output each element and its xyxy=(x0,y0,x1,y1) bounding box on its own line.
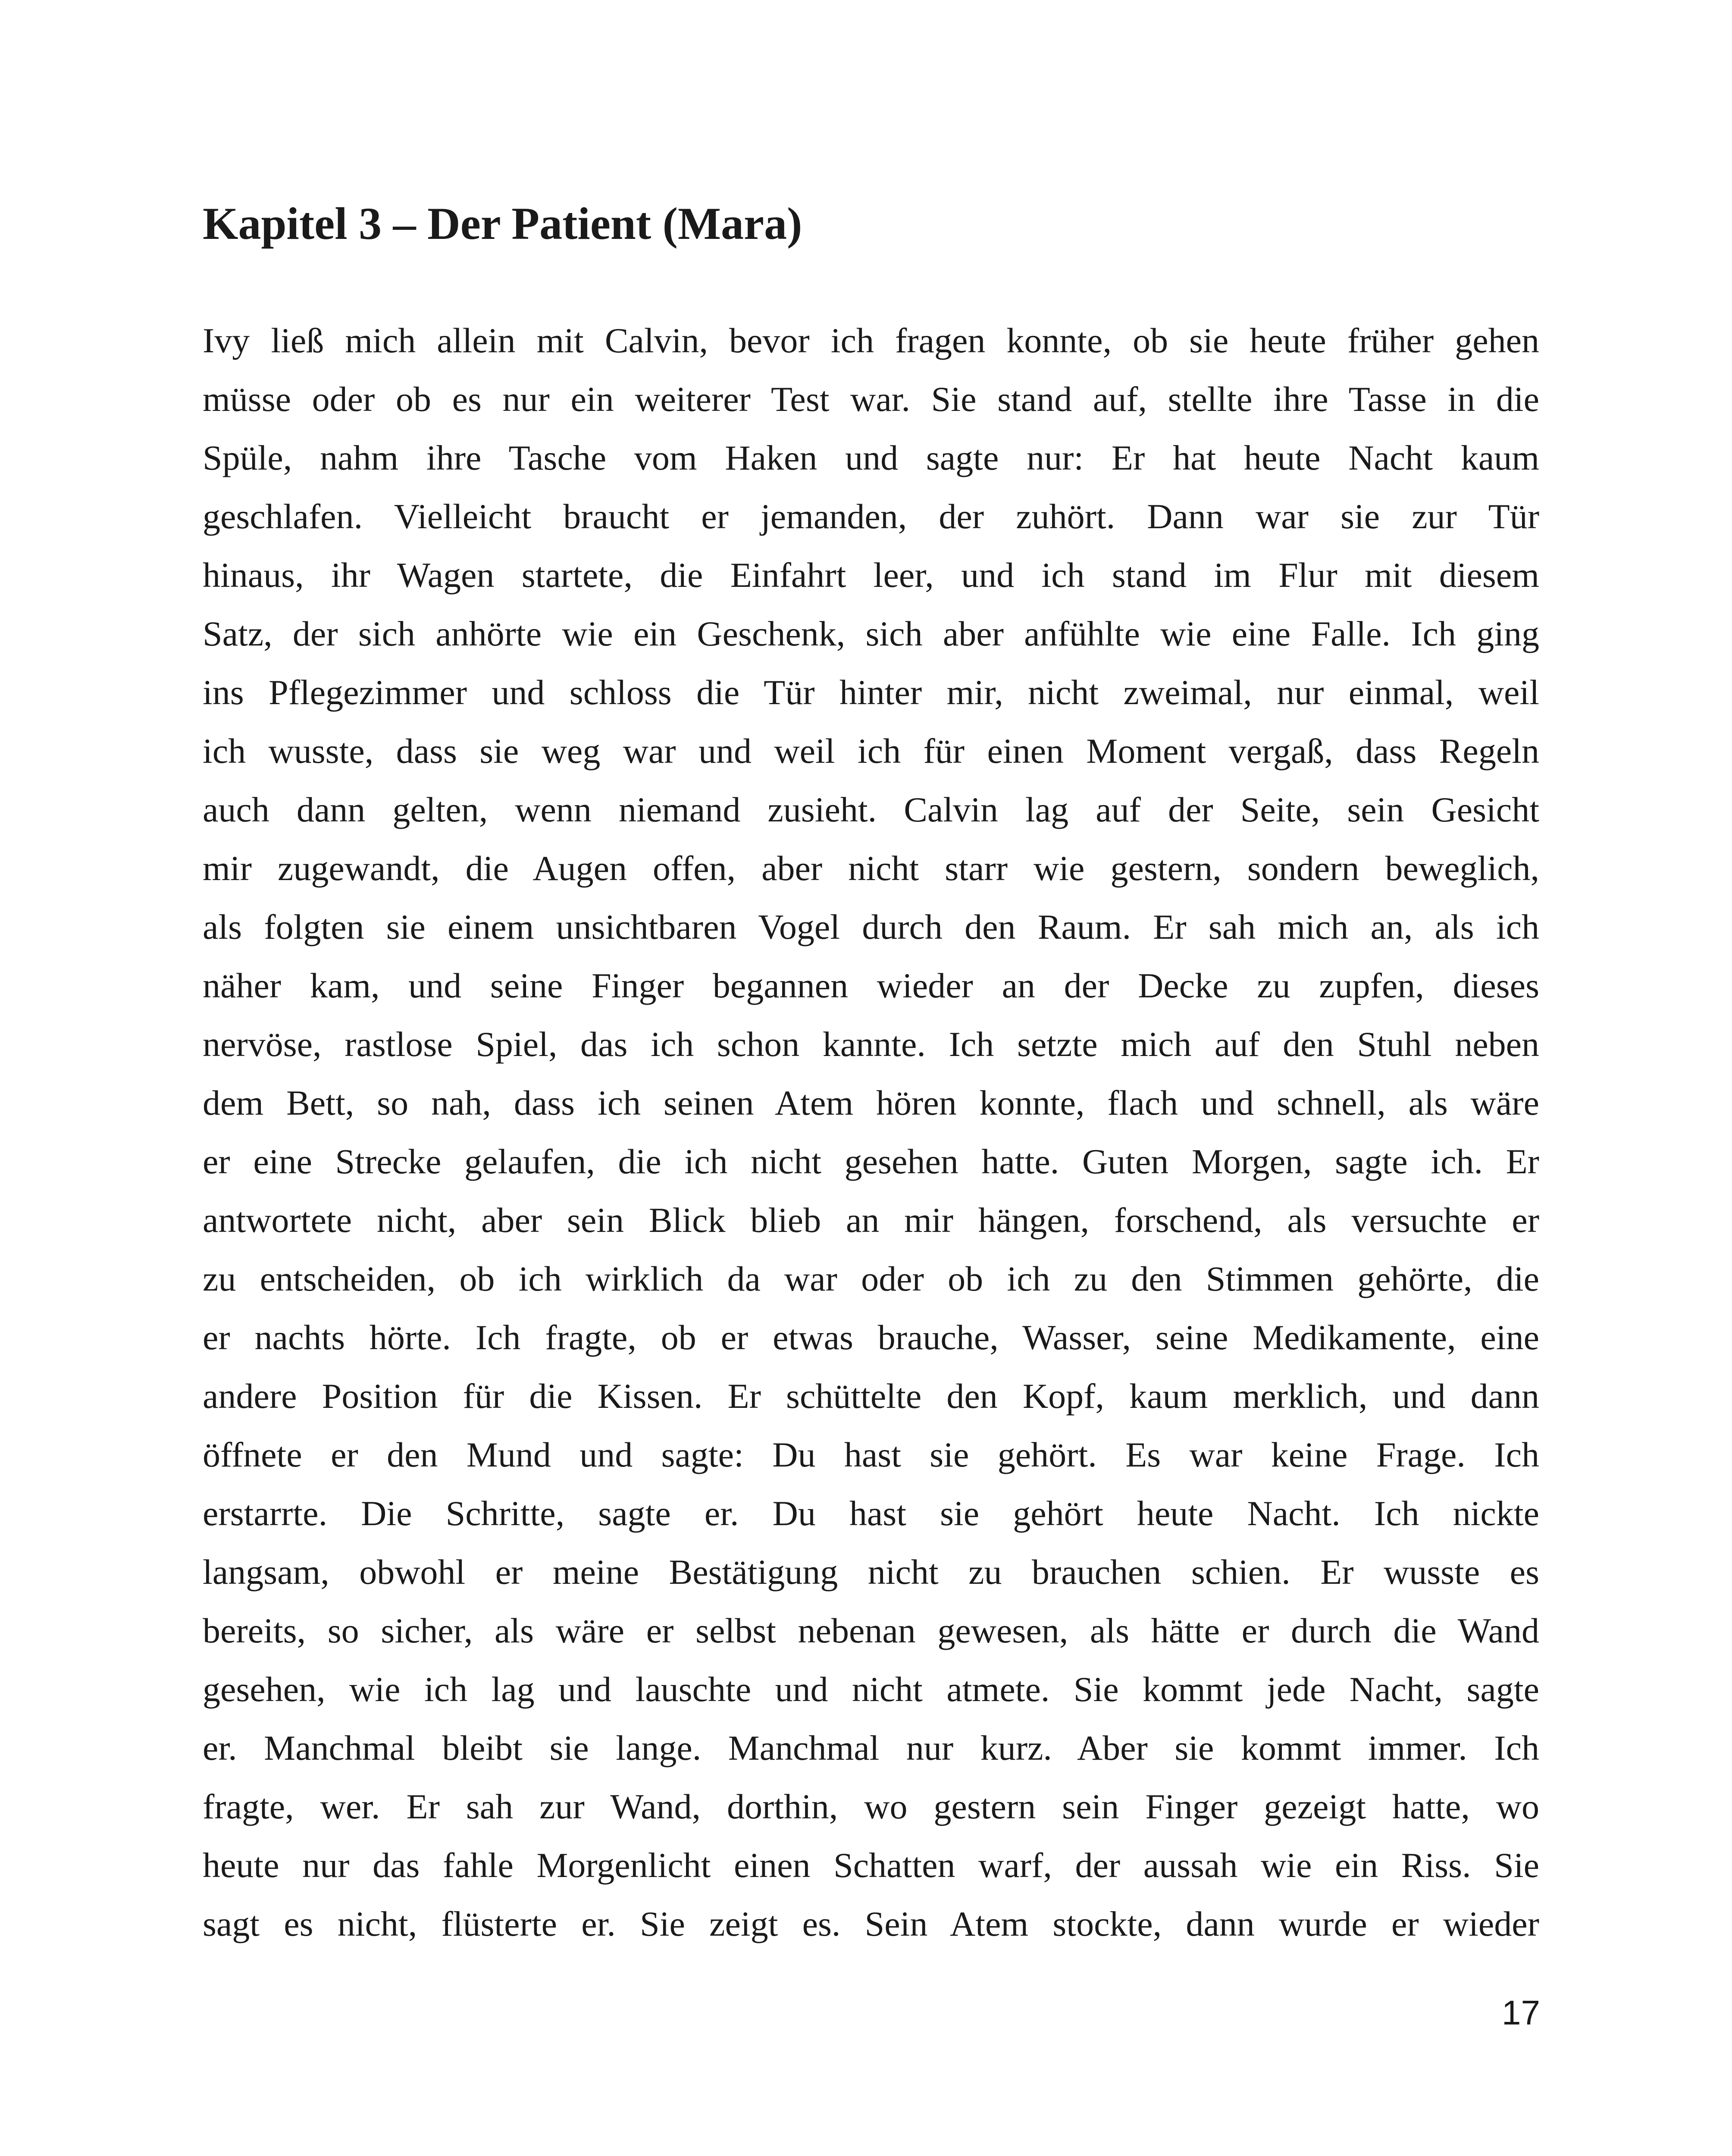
chapter-title: Kapitel 3 – Der Patient (Mara) xyxy=(203,198,802,249)
text-line: geschlafen. Vielleicht braucht er jemanden, der zuhört. Dann war sie zur Tür xyxy=(203,497,1539,536)
text-line: Satz, der sich anhörte wie ein Geschenk, sich aber anfühlte wie eine Falle. Ich ging xyxy=(203,614,1539,653)
text-line: er. Manchmal bleibt sie lange. Manchmal nur kurz. Aber sie kommt immer. Ich xyxy=(203,1728,1539,1767)
text-line: fragte, wer. Er sah zur Wand, dorthin, wo gestern sein Finger gezeigt hatte, wo xyxy=(203,1787,1539,1826)
text-line: dem Bett, so nah, dass ich seinen Atem hören konnte, flach und schnell, als wäre xyxy=(203,1083,1539,1122)
text-line: ich wusste, dass sie weg war und weil ich für einen Moment vergaß, dass Regeln xyxy=(203,731,1539,771)
text-line: Spüle, nahm ihre Tasche vom Haken und sagte nur: Er hat heute Nacht kaum xyxy=(203,438,1539,477)
text-line: öffnete er den Mund und sagte: Du hast sie gehört. Es war keine Frage. Ich xyxy=(203,1435,1539,1474)
text-line: andere Position für die Kissen. Er schüttelte den Kopf, kaum merklich, und dann xyxy=(203,1376,1539,1416)
text-line: nervöse, rastlose Spiel, das ich schon kannte. Ich setzte mich auf den Stuhl neben xyxy=(203,1025,1539,1064)
text-line: erstarrte. Die Schritte, sagte er. Du hast sie gehört heute Nacht. Ich nickte xyxy=(203,1494,1539,1533)
text-line: heute nur das fahle Morgenlicht einen Schatten warf, der aussah wie ein Riss. Sie xyxy=(203,1846,1539,1885)
text-line: langsam, obwohl er meine Bestätigung nicht zu brauchen schien. Er wusste es xyxy=(203,1552,1539,1592)
text-line: näher kam, und seine Finger begannen wieder an der Decke zu zupfen, dieses xyxy=(203,966,1539,1005)
text-line: ins Pflegezimmer und schloss die Tür hinter mir, nicht zweimal, nur einmal, weil xyxy=(203,673,1539,712)
text-line: sagt es nicht, flüsterte er. Sie zeigt es. Sein Atem stockte, dann wurde er wieder xyxy=(203,1904,1539,1943)
text-line: antwortete nicht, aber sein Blick blieb an mir hängen, forschend, als versuchte er xyxy=(203,1200,1539,1240)
text-line: auch dann gelten, wenn niemand zusieht. Calvin lag auf der Seite, sein Gesicht xyxy=(203,790,1539,829)
text-line: bereits, so sicher, als wäre er selbst nebenan gewesen, als hätte er durch die Wand xyxy=(203,1611,1539,1650)
text-line: hinaus, ihr Wagen startete, die Einfahrt leer, und ich stand im Flur mit diesem xyxy=(203,555,1539,595)
text-line: Ivy ließ mich allein mit Calvin, bevor ich fragen konnte, ob sie heute früher gehen xyxy=(203,321,1539,360)
text-line: er eine Strecke gelaufen, die ich nicht gesehen hatte. Guten Morgen, sagte ich. Er xyxy=(203,1142,1539,1181)
page-number: 17 xyxy=(1502,1993,1540,2032)
text-line: als folgten sie einem unsichtbaren Vogel durch den Raum. Er sah mich an, als ich xyxy=(203,907,1539,946)
text-line: zu entscheiden, ob ich wirklich da war oder ob ich zu den Stimmen gehörte, die xyxy=(203,1259,1539,1298)
text-line: er nachts hörte. Ich fragte, ob er etwas brauche, Wasser, seine Medikamente, eine xyxy=(203,1318,1539,1357)
text-line: müsse oder ob es nur ein weiterer Test war. Sie stand auf, stellte ihre Tasse in die xyxy=(203,379,1539,419)
text-line: gesehen, wie ich lag und lauschte und nicht atmete. Sie kommt jede Nacht, sagte xyxy=(203,1670,1539,1709)
body-text xyxy=(203,311,1539,1953)
text-line: mir zugewandt, die Augen offen, aber nicht starr wie gestern, sondern beweglich, xyxy=(203,849,1539,888)
